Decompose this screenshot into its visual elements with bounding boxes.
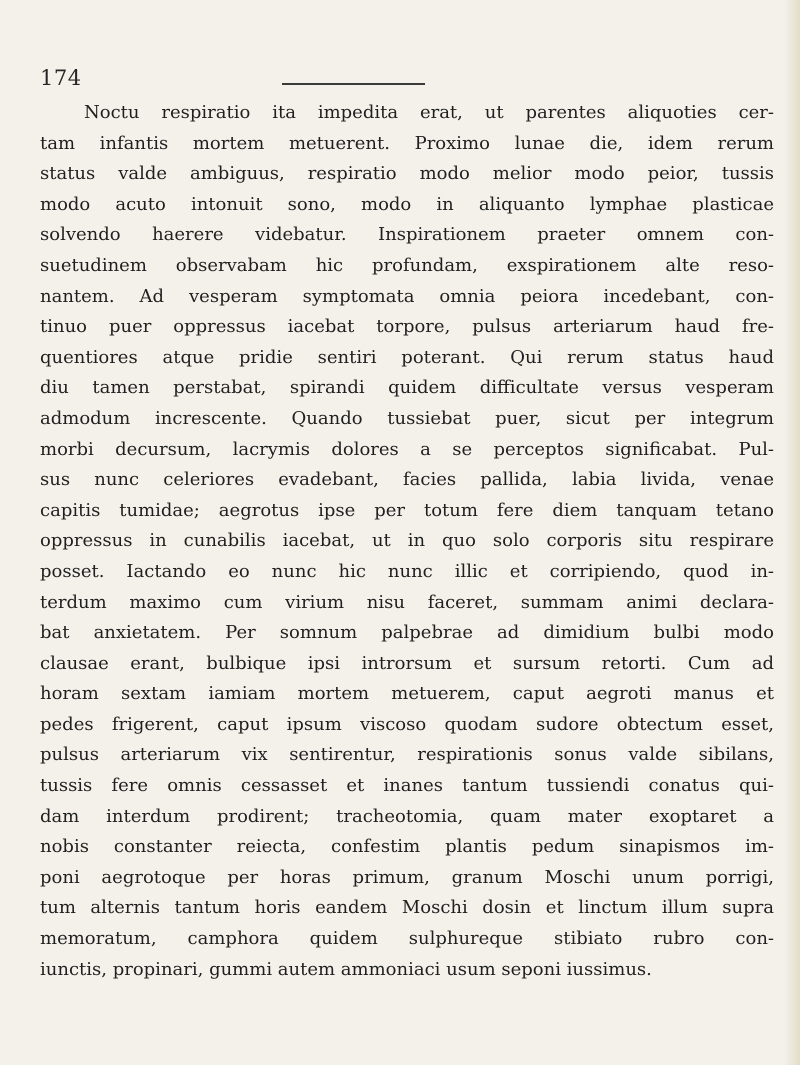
body-text bbox=[40, 98, 774, 985]
text-line: status valde ambiguus, respiratio modo melior modo peior, tussis bbox=[40, 163, 774, 185]
text-line: tussis fere omnis cessasset et inanes tantum tussiendi conatus qui- bbox=[40, 775, 774, 797]
page-number: 174 bbox=[40, 66, 82, 90]
text-line: Noctu respiratio ita impedita erat, ut parentes aliquoties cer- bbox=[84, 102, 774, 123]
text-line: quentiores atque pridie sentiri poterant. Qui rerum status haud bbox=[40, 346, 774, 368]
page-header bbox=[40, 66, 500, 102]
text-line: poni aegrotoque per horas primum, granum Moschi unum porrigi, bbox=[40, 866, 774, 888]
text-line: terdum maximo cum virium nisu faceret, summam animi declara- bbox=[40, 591, 774, 613]
text-line: tam infantis mortem metuerent. Proximo lunae die, idem rerum bbox=[40, 132, 774, 154]
text-line: dam interdum prodirent; tracheotomia, quam mater exoptaret a bbox=[40, 805, 774, 827]
text-line: iunctis, propinari, gummi autem ammoniaci usum seponi iussimus. bbox=[40, 958, 652, 980]
text-line: oppressus in cunabilis iacebat, ut in quo solo corporis situ respirare bbox=[40, 530, 774, 552]
text-line: pedes frigerent, caput ipsum viscoso quodam sudore obtectum esset, bbox=[40, 713, 774, 735]
text-line: memoratum, camphora quidem sulphureque stibiato rubro con- bbox=[40, 928, 774, 950]
text-line: morbi decursum, lacrymis dolores a se perceptos significabat. Pul- bbox=[40, 438, 774, 460]
text-line: horam sextam iamiam mortem metuerem, caput aegroti manus et bbox=[40, 683, 774, 705]
text-line: diu tamen perstabat, spirandi quidem difficultate versus vesperam bbox=[40, 377, 774, 399]
text-line: pulsus arteriarum vix sentirentur, respirationis sonus valde sibilans, bbox=[40, 744, 774, 766]
text-line: nantem. Ad vesperam symptomata omnia peiora incedebant, con- bbox=[40, 285, 774, 307]
text-line: capitis tumidae; aegrotus ipse per totum fere diem tanquam tetano bbox=[40, 499, 774, 521]
text-line: suetudinem observabam hic profundam, exspirationem alte reso- bbox=[40, 254, 774, 276]
text-line: bat anxietatem. Per somnum palpebrae ad dimidium bulbi modo bbox=[40, 622, 774, 644]
text-line: nobis constanter reiecta, confestim plantis pedum sinapismos im- bbox=[40, 836, 774, 858]
text-line: modo acuto intonuit sono, modo in aliquanto lymphae plasticae bbox=[40, 193, 774, 215]
text-line: posset. Iactando eo nunc hic nunc illic et corripiendo, quod in- bbox=[40, 560, 774, 582]
text-line: clausae erant, bulbique ipsi introrsum et sursum retorti. Cum ad bbox=[40, 652, 774, 674]
text-line: sus nunc celeriores evadebant, facies pallida, labia livida, venae bbox=[40, 469, 774, 491]
text-line: solvendo haerere videbatur. Inspirationem praeter omnem con- bbox=[40, 224, 774, 246]
text-line: tum alternis tantum horis eandem Moschi dosin et linctum illum supra bbox=[40, 897, 774, 919]
text-line: admodum increscente. Quando tussiebat puer, sicut per integrum bbox=[40, 407, 774, 429]
text-line: tinuo puer oppressus iacebat torpore, pulsus arteriarum haud fre- bbox=[40, 316, 774, 338]
header-rule bbox=[282, 83, 425, 85]
page-edge bbox=[784, 0, 800, 1065]
